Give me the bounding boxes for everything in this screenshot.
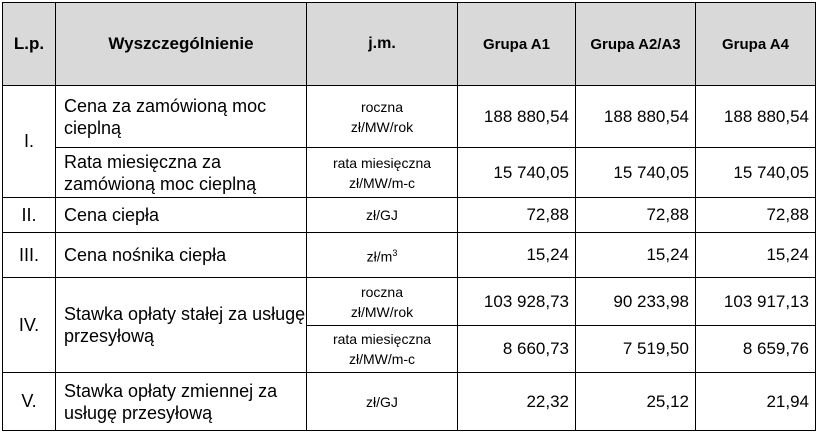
row-description: Stawka opłaty stałej za usługę przesyłową xyxy=(56,278,307,373)
value-group-a2-a3: 72,88 xyxy=(576,198,696,233)
unit-line: roczna xyxy=(360,98,404,115)
value-group-a4: 72,88 xyxy=(696,198,816,233)
value-group-a1: 15,24 xyxy=(458,233,576,278)
value-group-a1: 188 880,54 xyxy=(458,86,576,148)
header-group-a4: Grupa A4 xyxy=(696,3,816,86)
header-lp: L.p. xyxy=(3,3,56,86)
value-group-a1: 72,88 xyxy=(458,198,576,233)
unit-line: zł/MW/m-c xyxy=(348,351,416,367)
unit-line: zł/MW/rok xyxy=(350,303,414,320)
row-number: I. xyxy=(3,86,56,198)
header-group-a1: Grupa A1 xyxy=(458,3,576,86)
value-group-a2-a3: 25,12 xyxy=(576,373,696,431)
table-row xyxy=(3,233,816,278)
unit-text: zł/m xyxy=(366,248,393,265)
header-group-a2-a3: Grupa A2/A3 xyxy=(576,3,696,86)
value-group-a4: 188 880,54 xyxy=(696,86,816,148)
row-unit xyxy=(307,326,458,373)
table-row xyxy=(3,86,816,148)
table-row xyxy=(3,198,816,233)
header-row xyxy=(3,3,816,86)
row-description: Rata miesięczna za zamówioną moc cieplną xyxy=(56,148,307,198)
value-group-a4: 8 659,76 xyxy=(696,326,816,373)
value-group-a1: 15 740,05 xyxy=(458,148,576,198)
row-description: Stawka opłaty zmiennej za usługę przesyłową xyxy=(56,373,307,431)
table-row xyxy=(3,278,816,326)
value-group-a1: 8 660,73 xyxy=(458,326,576,373)
value-group-a2-a3: 15,24 xyxy=(576,233,696,278)
row-description: Cena nośnika ciepła xyxy=(56,233,307,278)
header-unit: j.m. xyxy=(307,3,458,86)
unit-line: zł/MW/rok xyxy=(350,118,414,135)
value-group-a2-a3: 188 880,54 xyxy=(576,86,696,148)
header-description: Wyszczególnienie xyxy=(56,3,307,86)
row-unit xyxy=(307,233,458,278)
value-group-a1: 103 928,73 xyxy=(458,278,576,326)
value-group-a1: 22,32 xyxy=(458,373,576,431)
tariff-table xyxy=(2,2,816,431)
unit-superscript: 3 xyxy=(392,248,398,259)
unit-line: zł/MW/m-c xyxy=(348,174,416,191)
value-group-a4: 103 917,13 xyxy=(696,278,816,326)
row-unit xyxy=(307,86,458,148)
row-number: II. xyxy=(3,198,56,233)
row-unit: zł/GJ xyxy=(307,373,458,431)
row-description: Cena ciepła xyxy=(56,198,307,233)
value-group-a2-a3: 15 740,05 xyxy=(576,148,696,198)
row-unit xyxy=(307,278,458,326)
value-group-a2-a3: 90 233,98 xyxy=(576,278,696,326)
table-row xyxy=(3,148,816,198)
row-unit xyxy=(307,148,458,198)
unit-line: rata miesięczna xyxy=(332,154,432,171)
row-number: III. xyxy=(3,233,56,278)
unit-line: rata miesięczna xyxy=(332,331,432,347)
unit-line: roczna xyxy=(360,283,404,300)
value-group-a4: 15 740,05 xyxy=(696,148,816,198)
row-unit: zł/GJ xyxy=(307,198,458,233)
value-group-a4: 15,24 xyxy=(696,233,816,278)
value-group-a2-a3: 7 519,50 xyxy=(576,326,696,373)
table-row xyxy=(3,373,816,431)
row-number: IV. xyxy=(3,278,56,373)
row-number: V. xyxy=(3,373,56,431)
row-description: Cena za zamówioną moc cieplną xyxy=(56,86,307,148)
value-group-a4: 21,94 xyxy=(696,373,816,431)
